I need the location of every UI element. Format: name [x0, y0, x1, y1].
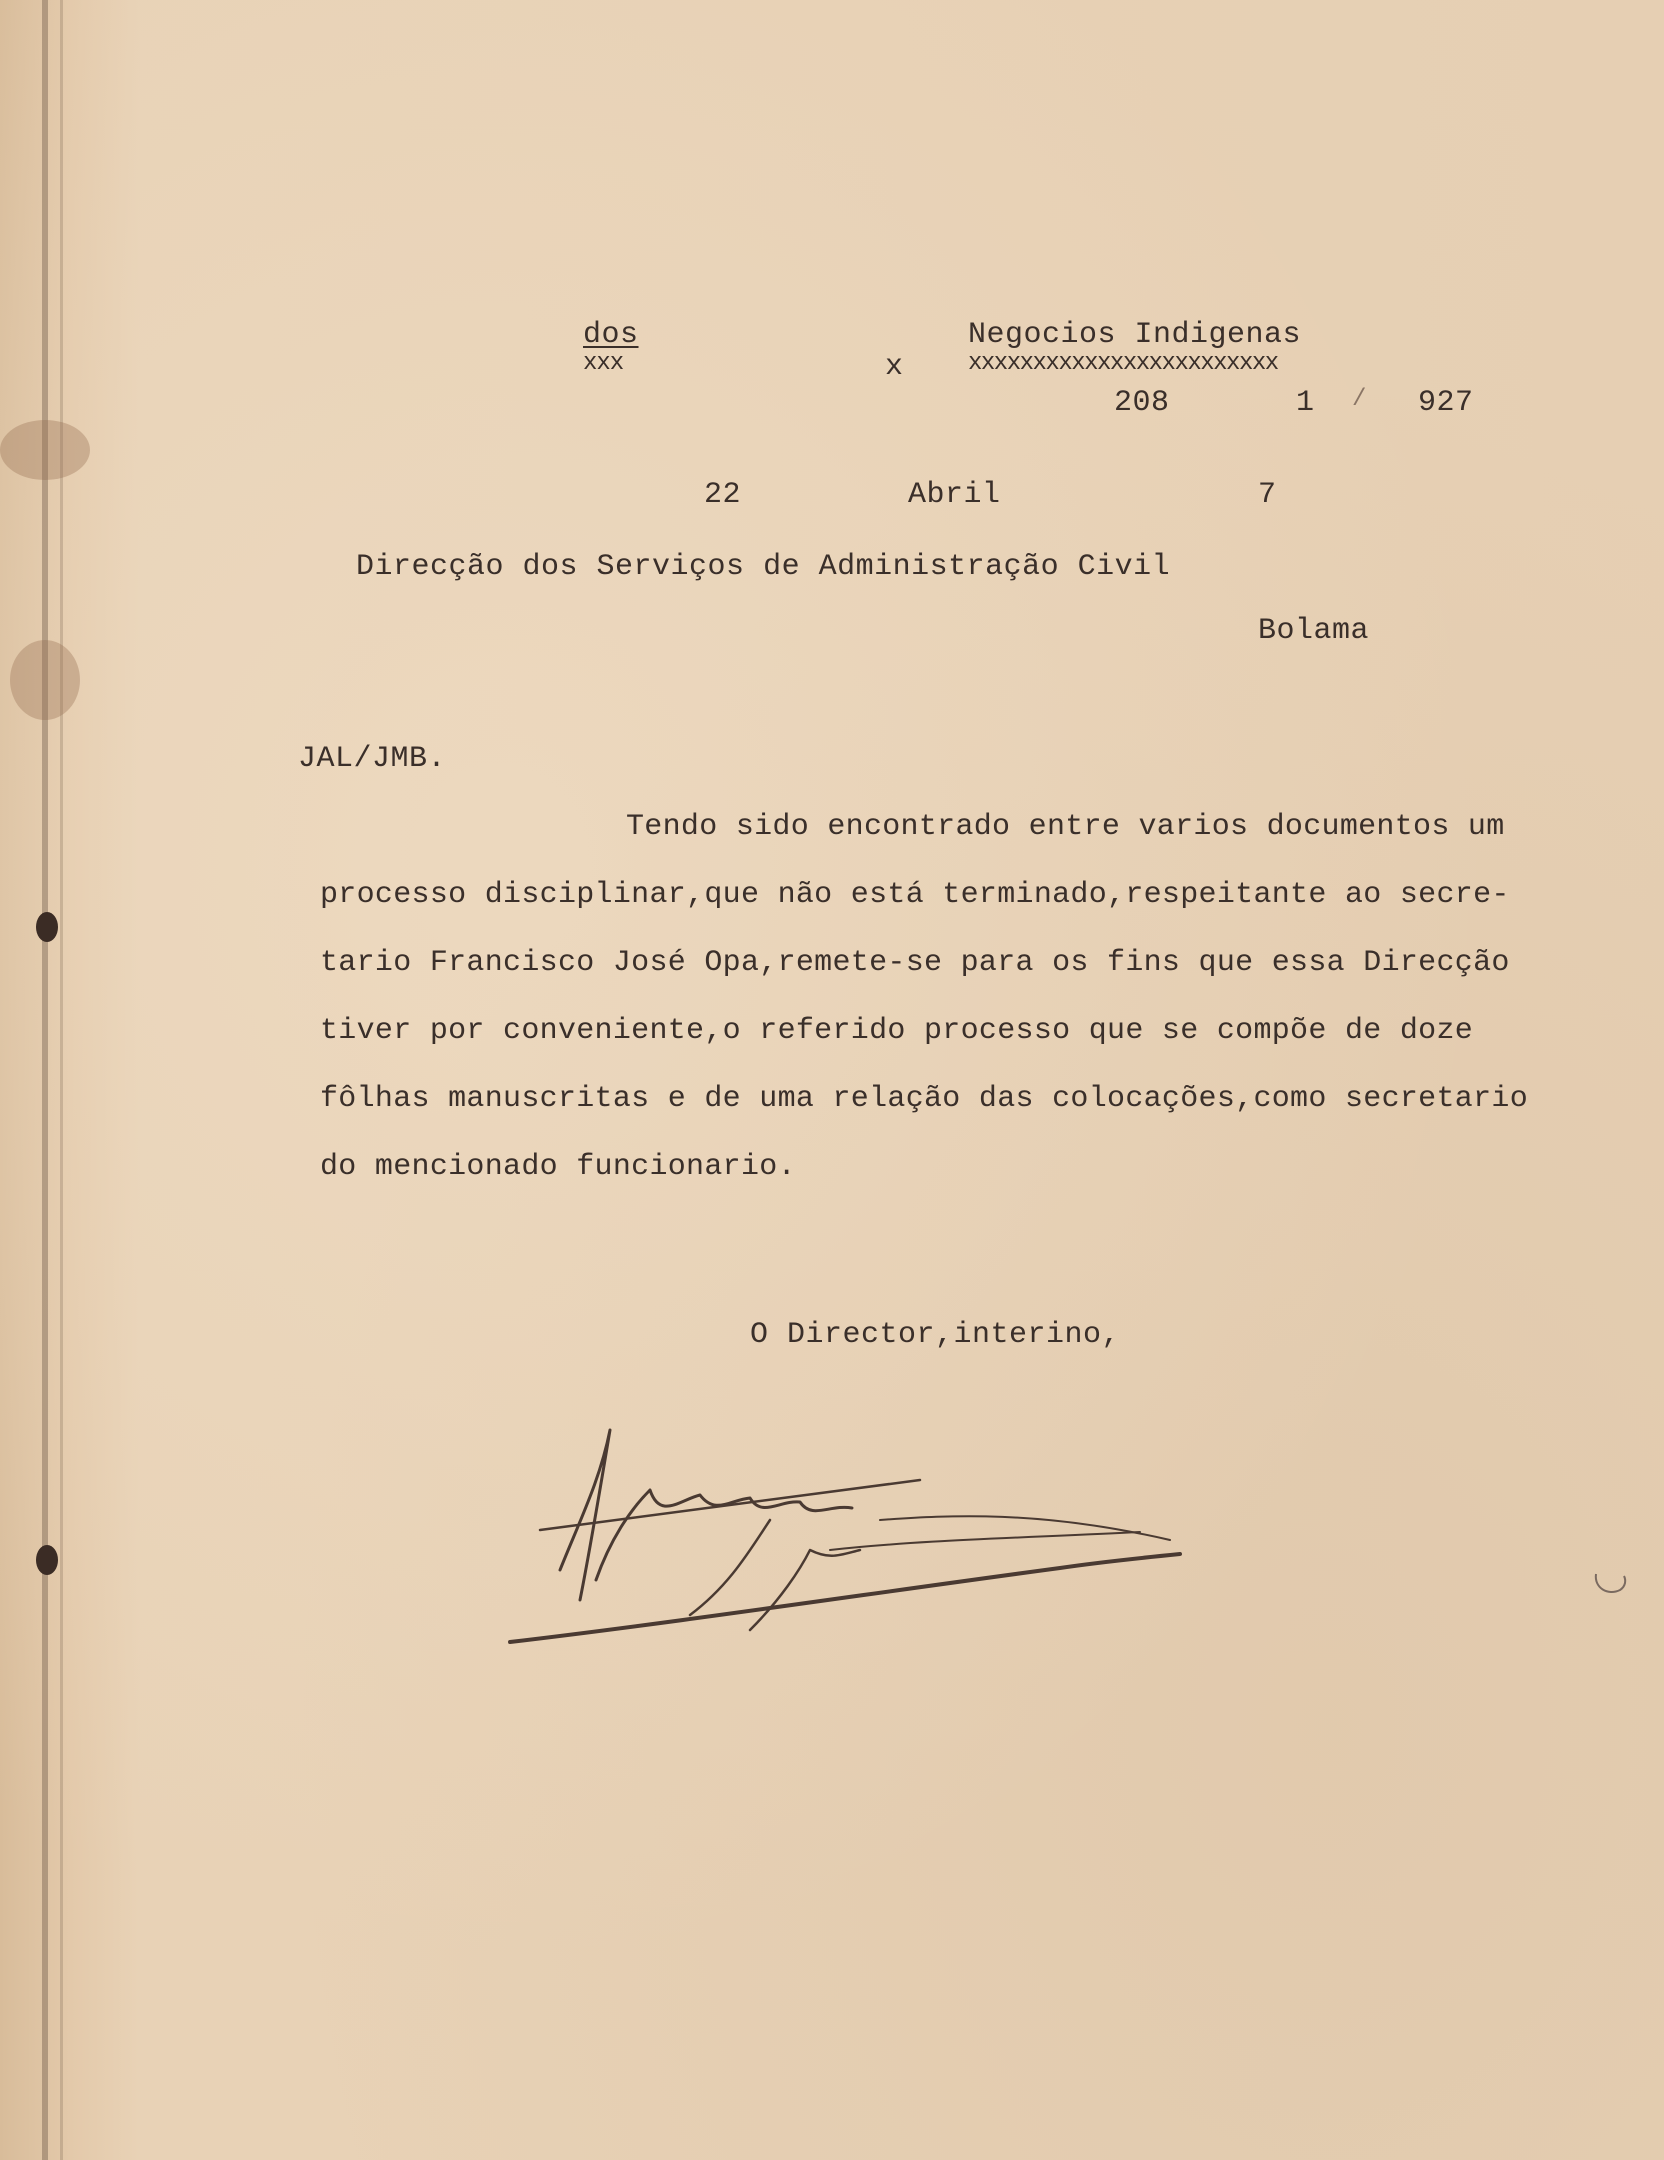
- rust-stain: [10, 640, 80, 720]
- reference-number: 208: [1114, 386, 1170, 420]
- reference-year: 927: [1418, 386, 1474, 420]
- header-prefix: dos: [583, 318, 639, 352]
- body-line-1: Tendo sido encontrado entre varios documentos um: [626, 810, 1505, 844]
- body-line-5: fôlhas manuscritas e de uma relação das colocações,como secretario: [320, 1082, 1528, 1116]
- reference-initials: JAL/JMB.: [298, 742, 447, 776]
- handwritten-signature: [500, 1400, 1220, 1660]
- reference-slash: /: [1352, 386, 1367, 413]
- date-day: 22: [704, 478, 742, 512]
- body-line-4: tiver por conveniente,o referido processo que se compõe de doze: [320, 1014, 1474, 1048]
- header-department: Negocios Indigenas: [968, 318, 1302, 352]
- recipient-place: Bolama: [1258, 614, 1370, 648]
- reference-section: 1: [1296, 386, 1315, 420]
- header-separator: x: [885, 350, 904, 384]
- body-line-2: processo disciplinar,que não está terminado,respeitante ao secre-: [320, 878, 1510, 912]
- binding-edge: [42, 0, 48, 2160]
- binding-fold: [60, 0, 63, 2160]
- header-prefix-struck: xxx: [583, 350, 624, 377]
- header-department-struck: xxxxxxxxxxxxxxxxxxxxxxxx: [968, 350, 1278, 377]
- closing-line: O Director,interino,: [750, 1318, 1121, 1352]
- date-month: Abril: [908, 478, 1001, 512]
- body-line-6: do mencionado funcionario.: [320, 1150, 796, 1184]
- recipient-name: Direcção dos Serviços de Administração Civil: [356, 550, 1171, 584]
- date-year-digit: 7: [1258, 478, 1277, 512]
- punch-hole-top: [36, 912, 58, 942]
- punch-hole-bottom: [36, 1545, 58, 1575]
- rust-stain: [0, 420, 90, 480]
- circle-mark: [1590, 1560, 1630, 1600]
- body-line-3: tario Francisco José Opa,remete-se para os fins que essa Direcção: [320, 946, 1510, 980]
